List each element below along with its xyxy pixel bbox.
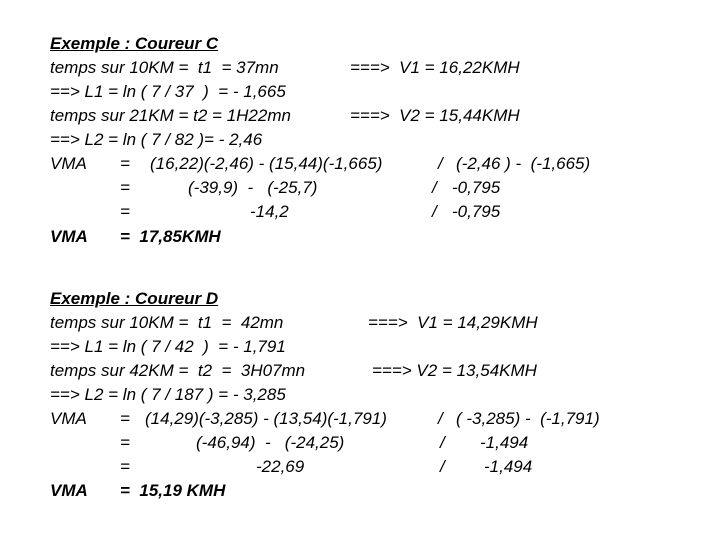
coureur-c-v2: ===> V2 = 15,44KMH: [350, 106, 520, 125]
coureur-d-denominator-expr: ( -3,285) - (-1,791): [456, 409, 600, 428]
coureur-c-time-10km: temps sur 10KM = t1 = 37mn: [50, 58, 279, 77]
coureur-d-denominator-step: -1,494: [480, 433, 529, 452]
coureur-c-title: Exemple : Coureur C: [50, 34, 219, 53]
coureur-c-denominator-step: -0,795: [452, 178, 501, 197]
coureur-c-equals-2: =: [120, 178, 130, 197]
coureur-c-v1: ===> V1 = 16,22KMH: [350, 58, 520, 77]
coureur-d-title: Exemple : Coureur D: [50, 289, 219, 308]
coureur-c-numerator-expr: (16,22)(-2,46) - (15,44)(-1,665): [150, 154, 383, 173]
coureur-d-divider-2: /: [440, 433, 445, 452]
coureur-c-numerator-step: (-39,9) - (-25,7): [188, 178, 318, 197]
coureur-c-denominator-value: -0,795: [452, 202, 501, 221]
coureur-d-result-value: = 15,19 KMH: [120, 481, 226, 500]
coureur-d-time-10km: temps sur 10KM = t1 = 42mn: [50, 313, 284, 332]
coureur-d-result-label: VMA: [50, 481, 88, 500]
coureur-c-l1: ==> L1 = ln ( 7 / 37 ) = - 1,665: [50, 82, 286, 101]
coureur-d-vma-label: VMA: [50, 409, 87, 428]
coureur-c-time-21km: temps sur 21KM = t2 = 1H22mn: [50, 106, 291, 125]
coureur-d-time-42km: temps sur 42KM = t2 = 3H07mn: [50, 361, 306, 380]
coureur-d-v1: ===> V1 = 14,29KMH: [368, 313, 538, 332]
coureur-c-equals-3: =: [120, 202, 130, 221]
coureur-d-l2: ==> L2 = ln ( 7 / 187 ) = - 3,285: [50, 385, 286, 404]
coureur-d-numerator-value: -22,69: [256, 457, 305, 476]
coureur-d-numerator-step: (-46,94) - (-24,25): [196, 433, 345, 452]
coureur-c-divider-1: /: [438, 154, 443, 173]
coureur-d-equals-1: =: [120, 409, 130, 428]
coureur-d-equals-3: =: [120, 457, 130, 476]
coureur-c-divider-2: /: [432, 178, 437, 197]
coureur-d-v2: ===> V2 = 13,54KMH: [372, 361, 537, 380]
coureur-c-result-label: VMA: [50, 227, 88, 246]
coureur-d-divider-1: /: [438, 409, 443, 428]
coureur-d-equals-2: =: [120, 433, 130, 452]
coureur-d-denominator-value: -1,494: [484, 457, 533, 476]
coureur-c-result-value: = 17,85KMH: [120, 227, 221, 246]
coureur-d-numerator-expr: (14,29)(-3,285) - (13,54)(-1,791): [145, 409, 387, 428]
coureur-c-vma-label: VMA: [50, 154, 87, 173]
coureur-c-denominator-expr: (-2,46 ) - (-1,665): [456, 154, 591, 173]
coureur-d-l1: ==> L1 = ln ( 7 / 42 ) = - 1,791: [50, 337, 286, 356]
coureur-c-l2: ==> L2 = ln ( 7 / 82 )= - 2,46: [50, 130, 263, 149]
coureur-d-divider-3: /: [440, 457, 445, 476]
coureur-c-divider-3: /: [432, 202, 437, 221]
coureur-c-equals-1: =: [120, 154, 130, 173]
coureur-c-numerator-value: -14,2: [250, 202, 289, 221]
